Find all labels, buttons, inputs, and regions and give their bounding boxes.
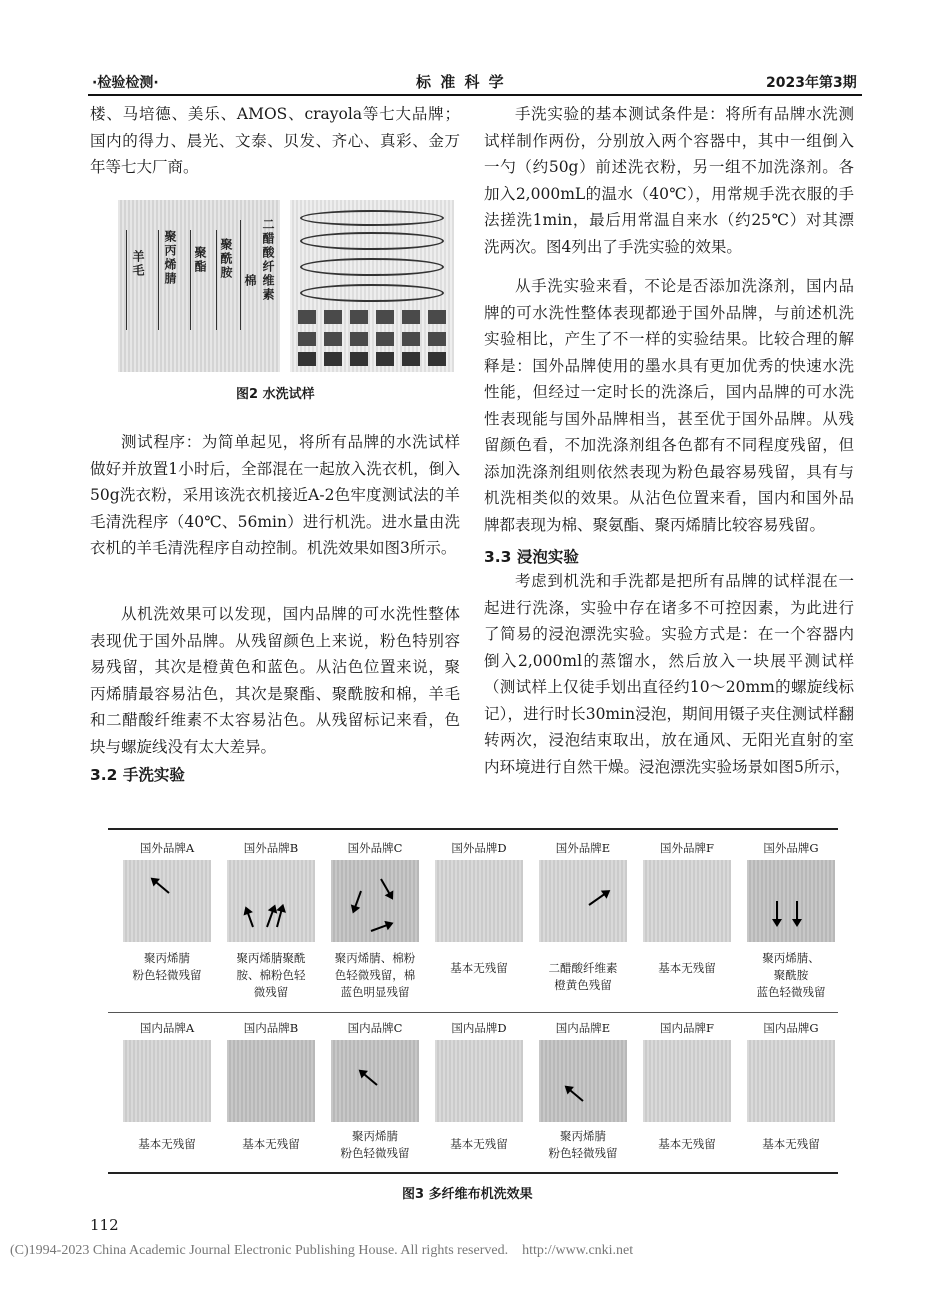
- fig2-left-photo: [118, 200, 280, 372]
- foreign-brand-f-label: 国外品牌F: [660, 841, 714, 855]
- domestic-c-swatch: [331, 1040, 419, 1122]
- foreign-g-note: 聚丙烯腈、 聚酰胺 蓝色轻微残留: [756, 951, 826, 999]
- foreign-a-note: 聚丙烯腈 粉色轻微残留: [132, 951, 202, 982]
- foreign-e-note: 二醋酸纤维素 橙黄色残留: [548, 961, 618, 992]
- foreign-f-note: 基本无残留: [658, 961, 716, 975]
- domestic-g-swatch: [747, 1040, 835, 1122]
- fig2-label-cda: 二醋酸纤维素: [261, 218, 275, 302]
- domestic-brand-b-label: 国内品牌B: [243, 1021, 299, 1035]
- foreign-b-swatch: [227, 860, 315, 942]
- domestic-f-swatch: [643, 1040, 731, 1122]
- residue-arrow: [152, 878, 170, 894]
- foreign-d-swatch: [435, 860, 523, 942]
- fig2-label-pan: 聚丙烯腈: [163, 230, 177, 286]
- header-rule: [88, 94, 862, 96]
- foreign-brand-g-label: 国外品牌G: [763, 841, 819, 855]
- domestic-a-note: 基本无残留: [138, 1137, 196, 1151]
- domestic-d-swatch: [435, 1040, 523, 1122]
- foreign-brand-d-label: 国外品牌D: [451, 841, 507, 855]
- hand-wash-result-paragraph: 从手洗实验来看，不论是否添加洗涤剂，国内品牌的可水洗性整体表现都逊于国外品牌，与前述机洗实验相比，产生了不一样的实验结果。比较合理的解释是：国外品牌使用的墨水具有更加优秀的快速水洗性能，但经过一定时长的洗涤后，国内品牌的可水洗性表现能与国外品牌相当，甚至优于国外品牌。从残留颜色看，不加洗涤剂组各色都有不同程度残留，但添加洗涤剂组则依然表现为粉色最容易残留，具有与机洗相类似的效果。从沾色位置来看，国内和国外品牌都表现为棉、聚氨酯、聚丙烯腈比较容易残留。: [484, 277, 854, 534]
- residue-arrow: [380, 879, 393, 899]
- residue-arrow: [796, 901, 798, 925]
- domestic-brand-d-label: 国内品牌D: [451, 1021, 507, 1035]
- domestic-a-swatch: [123, 1040, 211, 1122]
- section-3-3-heading: 3.3 浸泡实验: [484, 548, 579, 566]
- section-label: ·检验检测·: [92, 75, 159, 91]
- domestic-f-note: 基本无残留: [658, 1137, 716, 1151]
- fig3-mid-rule: [108, 1012, 838, 1013]
- domestic-b-note: 基本无残留: [242, 1137, 300, 1151]
- residue-arrow: [371, 923, 392, 932]
- foreign-d-note: 基本无残留: [450, 961, 508, 975]
- domestic-brand-c-label: 国内品牌C: [347, 1021, 403, 1035]
- intro-paragraph: 楼、马培德、美乐、AMOS、crayola等七大品牌；国内的得力、晨光、文泰、贝发、齐心、真彩、金万年等七大厂商。: [90, 105, 460, 176]
- residue-arrow: [360, 1070, 378, 1086]
- domestic-brand-g-label: 国内品牌G: [763, 1021, 819, 1035]
- residue-arrow: [566, 1086, 584, 1102]
- fig2-label-pa: 聚酰胺: [219, 238, 233, 280]
- domestic-c-note: 聚丙烯腈 粉色轻微残留: [340, 1129, 410, 1160]
- domestic-g-note: 基本无残留: [762, 1137, 820, 1151]
- residue-arrow: [276, 905, 284, 927]
- fig2-label-wool: 羊毛: [131, 250, 145, 278]
- foreign-b-note: 聚丙烯腈聚酰 胺、棉粉色轻 微残留: [236, 951, 306, 999]
- foreign-brand-e-label: 国外品牌E: [555, 841, 611, 855]
- fig3-caption: 图3 多纤维布机洗效果: [402, 1187, 533, 1202]
- residue-arrow: [245, 908, 254, 927]
- foreign-brand-c-label: 国外品牌C: [347, 841, 403, 855]
- fig2-label-pet: 聚酯: [193, 246, 207, 274]
- residue-arrow: [776, 901, 778, 925]
- residue-arrow: [353, 891, 362, 912]
- fig3-top-rule: [108, 828, 838, 830]
- fig2-right-photo: [290, 200, 454, 372]
- fig3-bottom-rule: [108, 1172, 838, 1174]
- copyright-footer: (C)1994-2023 China Academic Journal Electronic Publishing House. All rights reserved. http://www.cnki.net: [10, 1243, 634, 1258]
- residue-arrow: [266, 906, 275, 927]
- residue-arrow: [588, 890, 609, 905]
- domestic-e-note: 聚丙烯腈 粉色轻微残留: [548, 1129, 618, 1160]
- domestic-brand-f-label: 国内品牌F: [660, 1021, 714, 1035]
- page-number: 112: [90, 1216, 119, 1234]
- domestic-e-swatch: [539, 1040, 627, 1122]
- foreign-f-swatch: [643, 860, 731, 942]
- fig2-caption: 图2 水洗试样: [236, 387, 315, 402]
- foreign-g-swatch: [747, 860, 835, 942]
- soak-paragraph: 考虑到机洗和手洗都是把所有品牌的试样混在一起进行洗涤，实验中存在诸多不可控因素，为此进行了简易的浸泡漂洗实验。实验方式是：在一个容器内倒入2,000ml的蒸馏水，然后放入一块展平测试样（测试样上仅徒手划出直径约10～20mm的螺旋线标记），进行时长30min浸泡，期间用镊子夹住测试样翻转两次，浸泡结束取出，放在通风、无阳光直射的室内环境进行自然干燥。浸泡漂洗实验场景如图5所示，: [484, 572, 854, 776]
- journal-title: 标 准 科 学: [416, 73, 506, 91]
- domestic-brand-a-label: 国内品牌A: [139, 1021, 195, 1035]
- foreign-brand-b-label: 国外品牌B: [243, 841, 299, 855]
- foreign-c-swatch: [331, 860, 419, 942]
- domestic-d-note: 基本无残留: [450, 1137, 508, 1151]
- fig2-label-cotton: 棉: [243, 274, 257, 288]
- foreign-e-swatch: [539, 860, 627, 942]
- machine-result-paragraph: 从机洗效果可以发现，国内品牌的可水洗性整体表现优于国外品牌。从残留颜色上来说，粉色特别容易残留，其次是橙黄色和蓝色。从沾色位置来说，聚丙烯腈最容易沾色，其次是聚酯、聚酰胺和棉，羊毛和二醋酸纤维素不太容易沾色。从残留标记来看，色块与螺旋线没有太大差异。: [90, 605, 460, 756]
- foreign-a-swatch: [123, 860, 211, 942]
- issue-label: 2023年第3期: [766, 75, 857, 91]
- test-procedure-paragraph: 测试程序：为简单起见，将所有品牌的水洗试样做好并放置1小时后，全部混在一起放入洗衣机，倒入50g洗衣粉，采用该洗衣机接近A-2色牢度测试法的羊毛清洗程序（40℃、56min）进行机洗。进水量由洗衣机的羊毛清洗程序自动控制。机洗效果如图3所示。: [90, 433, 460, 557]
- section-3-2-heading: 3.2 手洗实验: [90, 766, 185, 784]
- hand-wash-paragraph: 手洗实验的基本测试条件是：将所有品牌水洗测试样制作两份，分别放入两个容器中，其中一组倒入一勺（约50g）前述洗衣粉，另一组不加洗涤剂。各加入2,000mL的温水（40℃），用常规手洗衣服的手法搓洗1min，最后用常温自来水（约25℃）对其漂洗两次。图4列出了手洗实验的效果。: [484, 105, 854, 256]
- foreign-c-note: 聚丙烯腈、棉粉 色轻微残留，棉 蓝色明显残留: [334, 951, 416, 999]
- domestic-b-swatch: [227, 1040, 315, 1122]
- foreign-brand-a-label: 国外品牌A: [139, 841, 195, 855]
- domestic-brand-e-label: 国内品牌E: [555, 1021, 611, 1035]
